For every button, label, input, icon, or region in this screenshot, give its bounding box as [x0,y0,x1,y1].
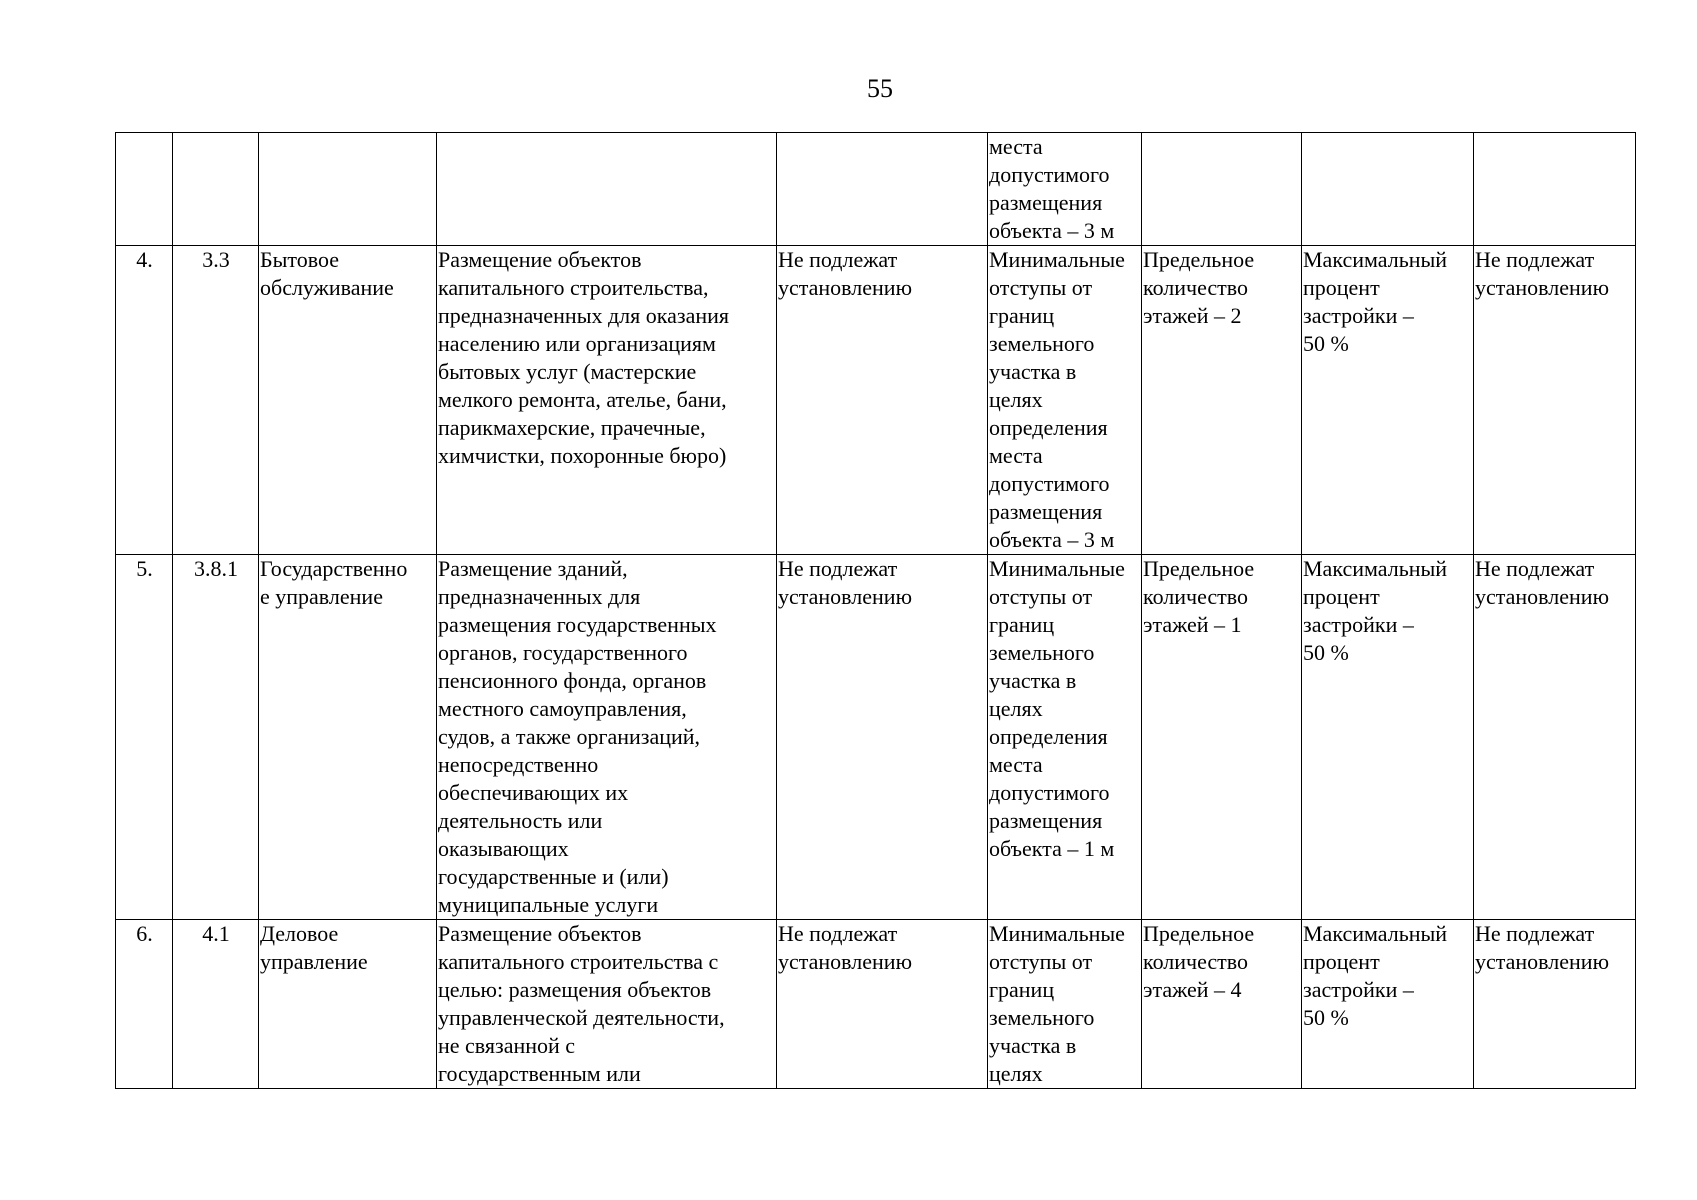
coverage-cell [1302,246,1474,555]
other-params-text: Не подлежат установлению [1475,921,1610,974]
use-description-cell [437,246,777,555]
coverage-text: Максимальный процент застройки – 50 % [1303,247,1448,356]
coverage-cell [1302,555,1474,920]
setbacks-cell [988,246,1142,555]
land-area-cell [777,246,988,555]
setbacks-text: Минимальные отступы от границ земельного участка в целях определения места допустимого размещения объекта – 3 м [989,247,1125,552]
land-area-text: Не подлежат установлению [778,556,913,609]
table-row [116,920,1636,1089]
other-params-text: Не подлежат установлению [1475,247,1610,300]
floors-text: Предельное количество этажей – 2 [1143,247,1255,328]
use-name: Бытовое обслуживание [260,247,394,300]
row-number-cell [116,555,173,920]
floors-text: Предельное количество этажей – 4 [1143,921,1255,1002]
use-code: 3.3 [202,247,230,272]
floors-cell [1142,920,1302,1089]
use-description-cell [437,920,777,1089]
setbacks-cell [988,555,1142,920]
table-row [116,246,1636,555]
other-params-cell [1474,555,1636,920]
land-area-cell [777,555,988,920]
use-code: 4.1 [202,921,230,946]
use-name-cell [259,133,437,246]
use-code-cell [173,555,259,920]
use-name-cell [259,920,437,1089]
use-description-cell [437,555,777,920]
use-code-cell [173,920,259,1089]
floors-text: Предельное количество этажей – 1 [1143,556,1255,637]
coverage-text: Максимальный процент застройки – 50 % [1303,921,1448,1030]
floors-cell [1142,133,1302,246]
coverage-cell [1302,133,1474,246]
use-name: Деловое управление [260,921,368,974]
use-code-cell [173,246,259,555]
use-code: 3.8.1 [194,556,238,581]
floors-cell [1142,555,1302,920]
use-name: Государственно е управление [260,556,408,609]
land-area-cell [777,133,988,246]
setbacks-text: Минимальные отступы от границ земельного участка в целях определения места допустимого размещения объекта – 1 м [989,556,1125,861]
row-number-cell [116,133,173,246]
use-code-cell [173,133,259,246]
use-description: Размещение зданий, предназначенных для размещения государственных органов, государственного пенсионного фонда, органов местного самоуправления, судов, а также организаций, непосредственно обеспечивающих их деятельность или оказывающих государственные и (или) муниципальные услуги [438,556,717,917]
table-row [116,555,1636,920]
row-number: 4. [136,247,153,272]
other-params-cell [1474,920,1636,1089]
other-params-cell [1474,246,1636,555]
floors-cell [1142,246,1302,555]
use-description-cell [437,133,777,246]
coverage-cell [1302,920,1474,1089]
use-description: Размещение объектов капитального строительства, предназначенных для оказания населению или организациям бытовых услуг (мастерские мелкого ремонта, ателье, бани, парикмахерские, прачечные, химчистки, похоронные бюро) [438,247,730,468]
coverage-text: Максимальный процент застройки – 50 % [1303,556,1448,665]
setbacks-text: места допустимого размещения объекта – 3 м [989,134,1115,243]
use-description: Размещение объектов капитального строительства с целью: размещения объектов управленческой деятельности, не связанной с государственным или [438,921,725,1086]
other-params-cell [1474,133,1636,246]
row-number: 6. [136,921,153,946]
use-name-cell [259,555,437,920]
page-number: 55 [867,74,893,103]
row-number-cell [116,920,173,1089]
row-number: 5. [136,556,153,581]
land-area-cell [777,920,988,1089]
use-name-cell [259,246,437,555]
regulations-table [115,132,1636,1089]
setbacks-text: Минимальные отступы от границ земельного участка в целях [989,921,1125,1086]
setbacks-cell [988,133,1142,246]
other-params-text: Не подлежат установлению [1475,556,1610,609]
table-row [116,133,1636,246]
row-number-cell [116,246,173,555]
setbacks-cell [988,920,1142,1089]
land-area-text: Не подлежат установлению [778,921,913,974]
land-area-text: Не подлежат установлению [778,247,913,300]
